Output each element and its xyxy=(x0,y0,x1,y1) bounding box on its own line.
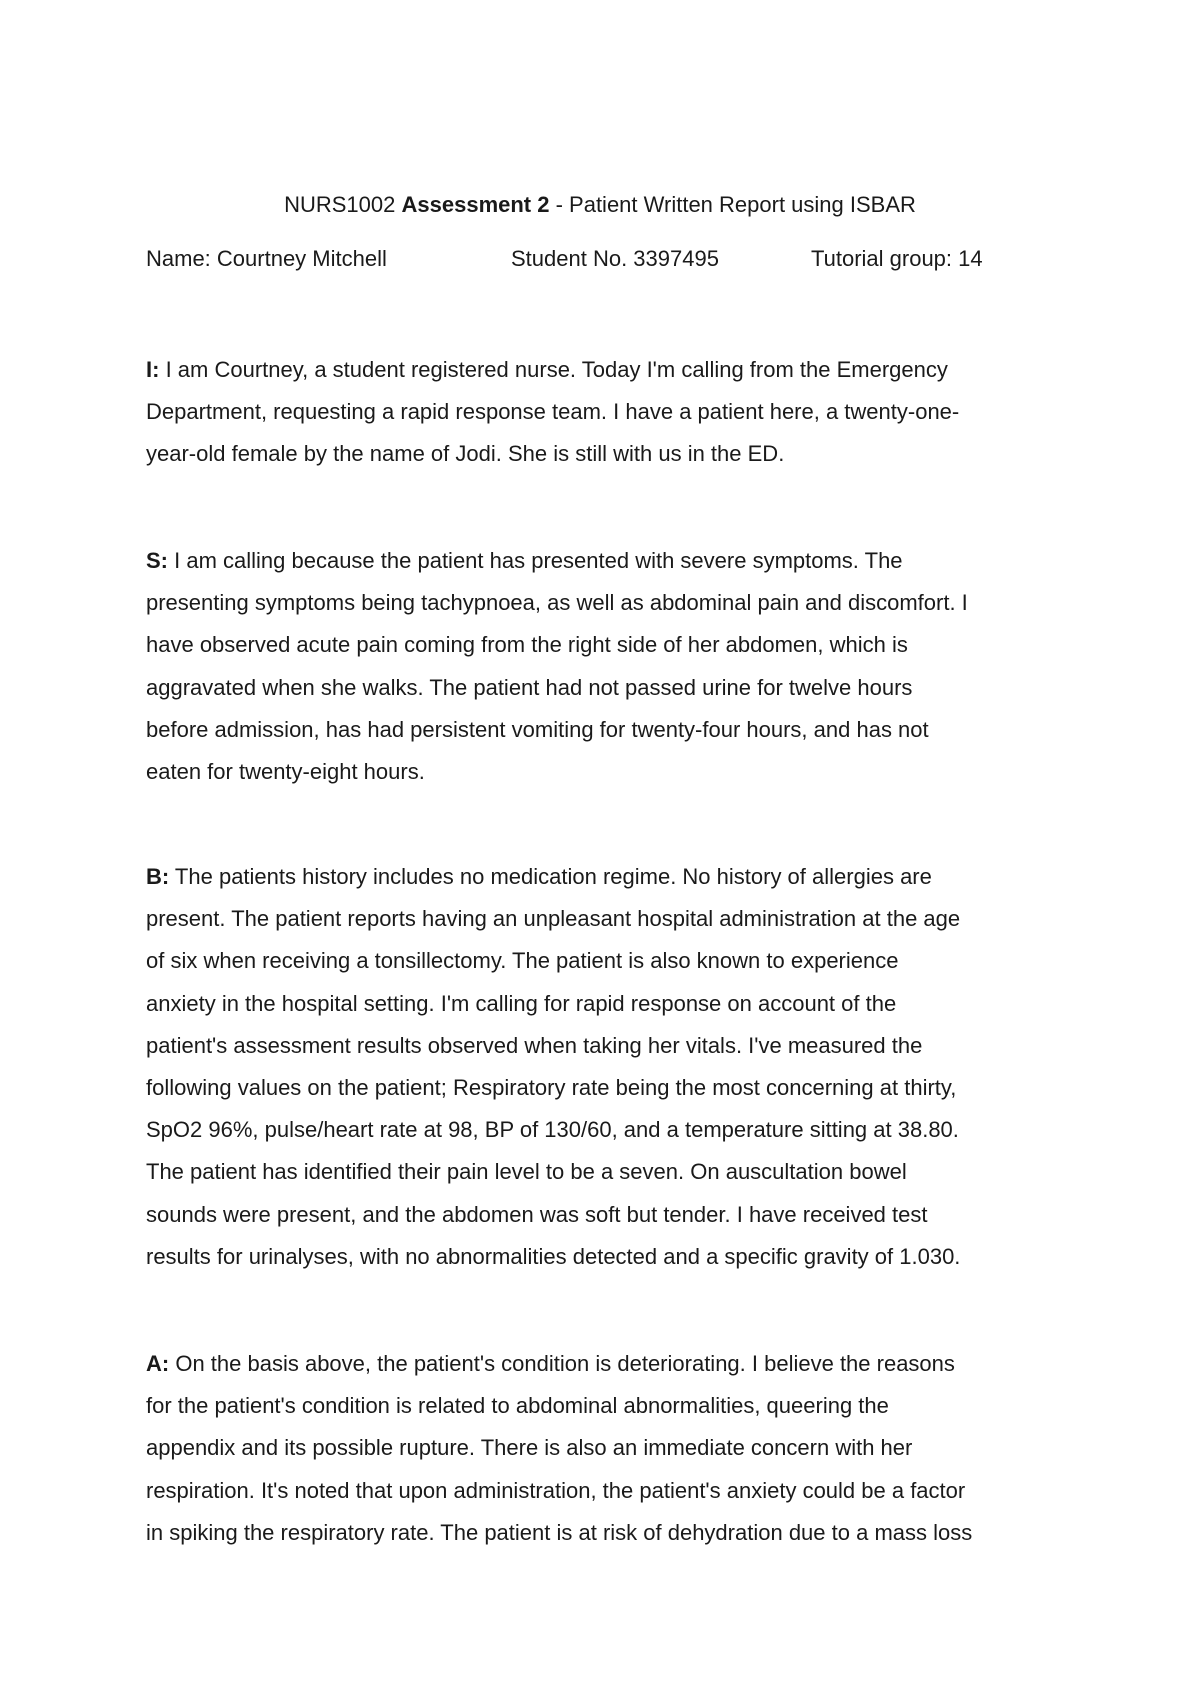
tutorial-group: Tutorial group: 14 xyxy=(811,246,983,271)
section-line: I: I am Courtney, a student registered nurse. Today I'm calling from the Emergency xyxy=(146,357,948,382)
section-background xyxy=(146,856,1086,1278)
student-name: Name: Courtney Mitchell xyxy=(146,246,387,271)
section-line: A: On the basis above, the patient's condition is deteriorating. I believe the reasons xyxy=(146,1351,955,1376)
section-line: Department, requesting a rapid response team. I have a patient here, a twenty-one- xyxy=(146,399,960,425)
section-line: B: The patients history includes no medication regime. No history of allergies are xyxy=(146,864,932,889)
section-line: SpO2 96%, pulse/heart rate at 98, BP of 130/60, and a temperature sitting at 38.80. xyxy=(146,1117,959,1143)
section-line: have observed acute pain coming from the right side of her abdomen, which is xyxy=(146,632,908,658)
section-line: appendix and its possible rupture. There is also an immediate concern with her xyxy=(146,1435,913,1461)
section-assessment xyxy=(146,1343,1086,1554)
section-line: S: I am calling because the patient has presented with severe symptoms. The xyxy=(146,548,903,573)
section-line: aggravated when she walks. The patient had not passed urine for twelve hours xyxy=(146,674,913,700)
section-line: before admission, has had persistent vomiting for twenty-four hours, and has not xyxy=(146,716,929,742)
section-label: B: xyxy=(146,864,170,889)
assessment-label: Assessment 2 xyxy=(401,192,550,217)
section-line: The patient has identified their pain level to be a seven. On auscultation bowel xyxy=(146,1159,907,1185)
section-line: year-old female by the name of Jodi. She is still with us in the ED. xyxy=(146,441,785,467)
section-line: in spiking the respiratory rate. The patient is at risk of dehydration due to a mass loss xyxy=(146,1519,973,1545)
section-label: I: xyxy=(146,357,160,382)
section-line: present. The patient reports having an unpleasant hospital administration at the age xyxy=(146,906,961,932)
course-code: NURS1002 xyxy=(284,192,396,217)
section-line: patient's assessment results observed when taking her vitals. I've measured the xyxy=(146,1032,923,1058)
section-line: results for urinalyses, with no abnormalities detected and a specific gravity of 1.030. xyxy=(146,1243,961,1269)
section-label: S: xyxy=(146,548,168,573)
section-line: eaten for twenty-eight hours. xyxy=(146,758,425,784)
section-line: presenting symptoms being tachypnoea, as well as abdominal pain and discomfort. I xyxy=(146,590,968,616)
student-number: Student No. 3397495 xyxy=(511,246,719,271)
section-situation xyxy=(146,540,1086,793)
section-line: respiration. It's noted that upon administration, the patient's anxiety could be a factor xyxy=(146,1477,966,1503)
document-title xyxy=(0,190,1200,220)
section-line: for the patient's condition is related to abdominal abnormalities, queering the xyxy=(146,1393,889,1419)
section-label: A: xyxy=(146,1351,170,1376)
section-line: following values on the patient; Respiratory rate being the most concerning at thirty, xyxy=(146,1074,957,1100)
title-rest: - Patient Written Report using ISBAR xyxy=(549,192,916,217)
section-line: anxiety in the hospital setting. I'm calling for rapid response on account of the xyxy=(146,990,897,1016)
section-identify xyxy=(146,349,1086,476)
section-line: of six when receiving a tonsillectomy. The patient is also known to experience xyxy=(146,948,899,974)
section-line: sounds were present, and the abdomen was soft but tender. I have received test xyxy=(146,1201,928,1227)
